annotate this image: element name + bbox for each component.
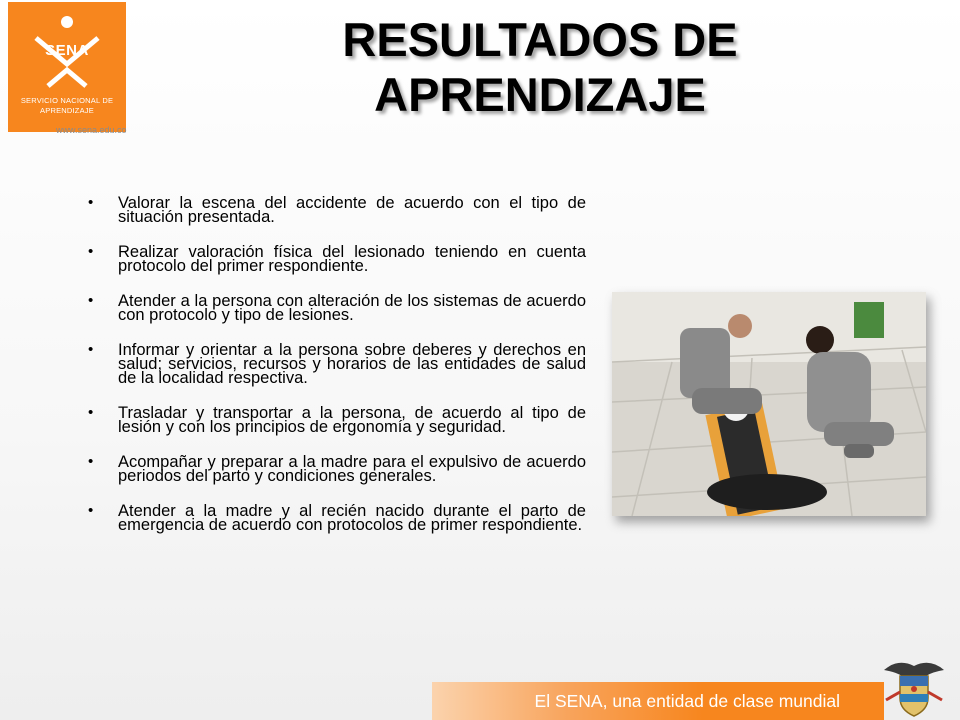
list-item bbox=[88, 343, 586, 385]
training-photo bbox=[612, 292, 926, 516]
bullet-marker: • bbox=[88, 292, 94, 309]
list-item bbox=[88, 504, 586, 532]
footer-text: El SENA, una entidad de clase mundial bbox=[534, 691, 840, 711]
bullet-marker: • bbox=[88, 341, 94, 358]
list-item bbox=[88, 455, 586, 483]
bullet-text: Atender a la madre y al recién nacido durante el parto de emergencia de acuerdo con protocolos de primer respondiente. bbox=[118, 502, 586, 534]
bullet-text: Realizar valoración física del lesionado teniendo en cuenta protocolo del primer respondiente. bbox=[118, 243, 586, 275]
colombia-shield-icon bbox=[880, 656, 948, 718]
list-item bbox=[88, 406, 586, 434]
logo-name: SENA bbox=[45, 42, 89, 59]
bullet-text: Valorar la escena del accidente de acuerdo con el tipo de situación presentada. bbox=[118, 194, 586, 226]
bullet-marker: • bbox=[88, 453, 94, 470]
bullet-list bbox=[88, 196, 586, 553]
logo-subtitle: SERVICIO NACIONAL DE APRENDIZAJE bbox=[20, 96, 114, 115]
logo-url: www.sena.edu.co bbox=[56, 125, 127, 135]
bullet-text: Atender a la persona con alteración de los sistemas de acuerdo con protocolo y tipo de lesiones. bbox=[118, 292, 586, 324]
bullet-marker: • bbox=[88, 502, 94, 519]
list-item bbox=[88, 294, 586, 322]
bullet-text: Informar y orientar a la persona sobre deberes y derechos en salud; servicios, recursos y horarios de las entidades de salud de la localidad respectiva. bbox=[118, 341, 586, 387]
bullet-marker: • bbox=[88, 404, 94, 421]
bullet-marker: • bbox=[88, 194, 94, 211]
bullet-marker: • bbox=[88, 243, 94, 260]
list-item bbox=[88, 196, 586, 224]
bullet-text: Trasladar y transportar a la persona, de acuerdo al tipo de lesión y con los principios de ergonomía y seguridad. bbox=[118, 404, 586, 436]
list-item bbox=[88, 245, 586, 273]
footer-bar bbox=[432, 682, 884, 720]
sena-logo bbox=[8, 2, 126, 132]
page-title: RESULTADOS DE APRENDIZAJE bbox=[342, 13, 738, 121]
bullet-text: Acompañar y preparar a la madre para el expulsivo de acuerdo periodos del parto y condiciones generales. bbox=[118, 453, 586, 485]
